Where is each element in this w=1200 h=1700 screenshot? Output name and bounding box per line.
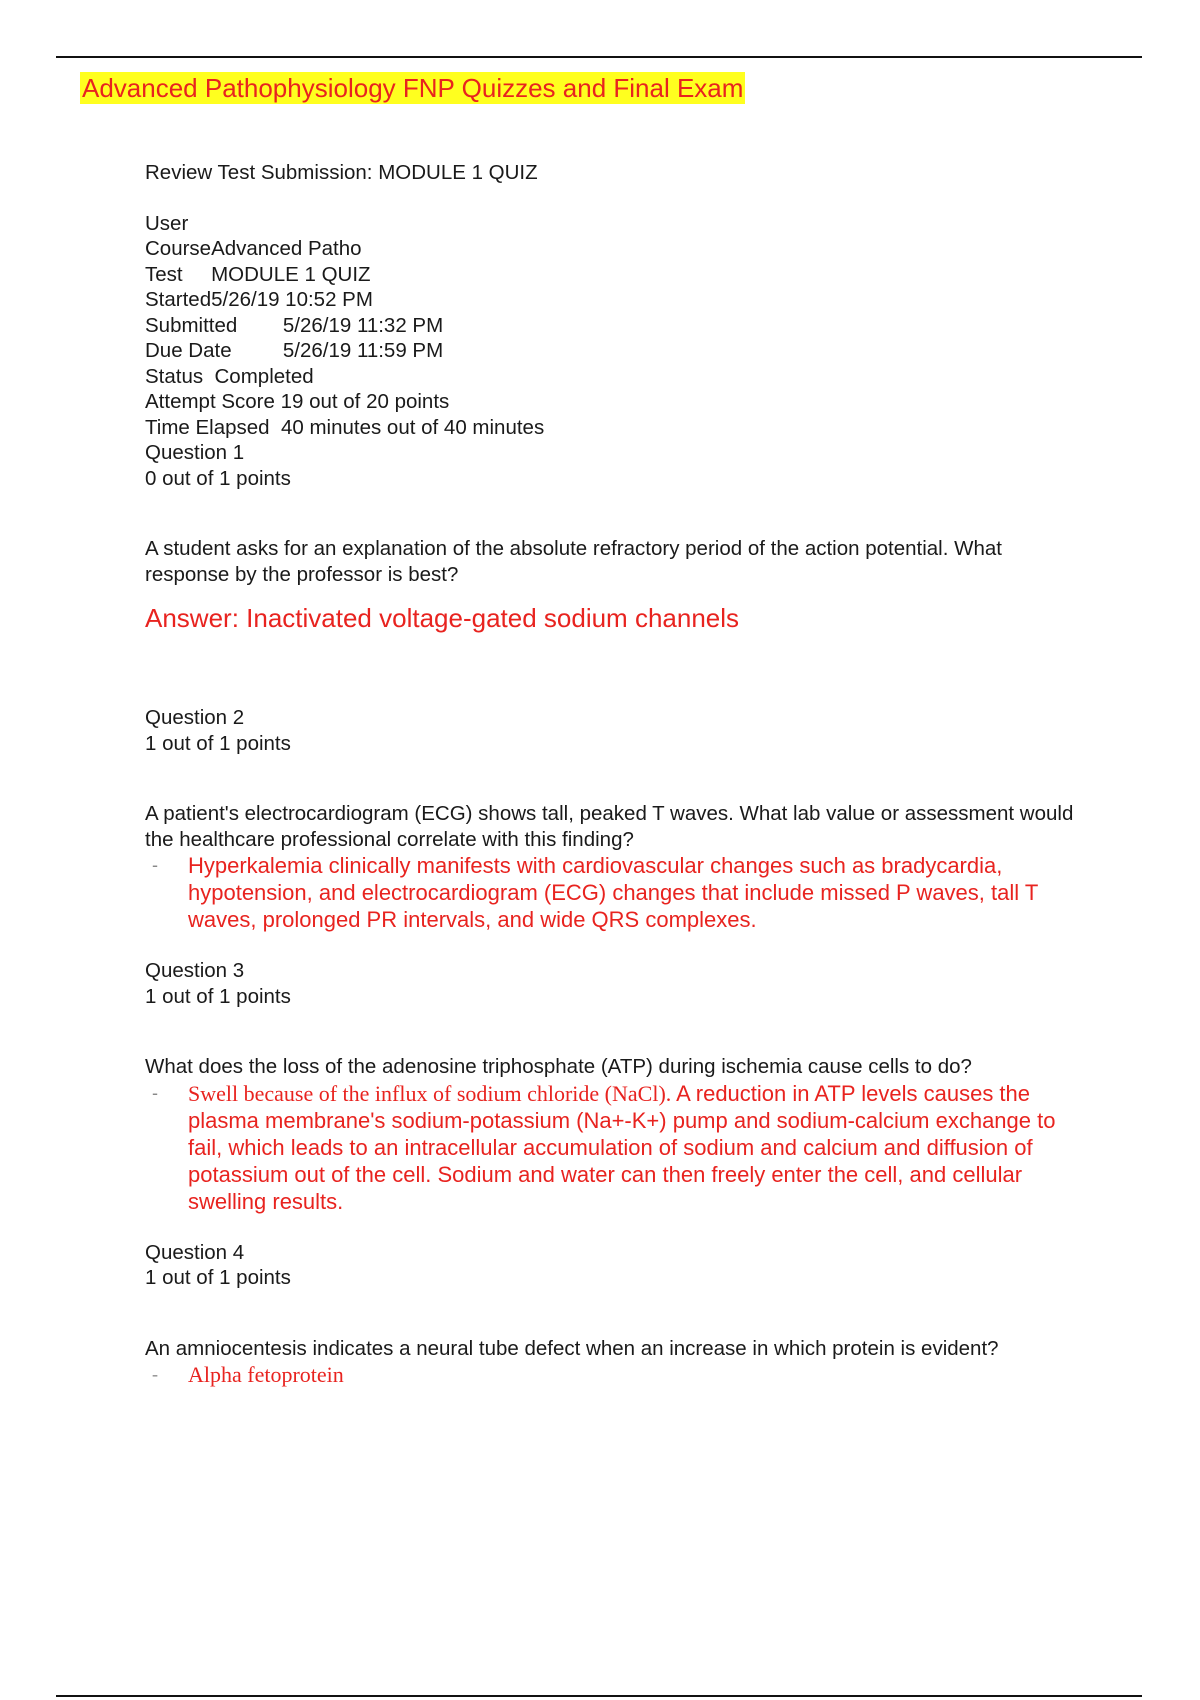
question-points: 1 out of 1 points bbox=[145, 984, 291, 1008]
question-answer: Hyperkalemia clinically manifests with cardiovascular changes such as bradycardia, hypotension, and electrocardiogram (ECG) changes that include missed P waves, tall T waves, prolonged PR intervals, and wide QRS complexes. bbox=[188, 853, 1038, 932]
question-answer: Alpha fetoprotein bbox=[188, 1362, 344, 1387]
question-answer-lead: Swell because of the influx of sodium chloride (NaCl). bbox=[188, 1080, 672, 1106]
detail-course: CourseAdvanced Patho bbox=[145, 237, 362, 260]
bottom-rule bbox=[56, 1695, 1142, 1697]
question-label: Question 2 bbox=[145, 706, 245, 729]
question-text: An amniocentesis indicates a neural tube defect when an increase in which protein is evident? bbox=[145, 1336, 999, 1360]
answer-bullet bbox=[145, 1080, 1085, 1215]
question-text: A patient's electrocardiogram (ECG) shows tall, peaked T waves. What lab value or assessment would the healthcare professional correlate with this finding? bbox=[145, 802, 1074, 851]
detail-due-date: Due Date 5/26/19 11:59 PM bbox=[145, 339, 444, 362]
answer-bullet bbox=[145, 1361, 1085, 1388]
detail-user: User bbox=[145, 211, 189, 235]
answer-bullet bbox=[145, 852, 1085, 933]
question-block bbox=[145, 1240, 1085, 1389]
bullet-dash: - bbox=[152, 1082, 158, 1103]
question-block bbox=[145, 958, 1085, 1215]
detail-time-elapsed: Time Elapsed 40 minutes out of 40 minutes bbox=[145, 415, 545, 439]
bullet-dash: - bbox=[152, 1364, 158, 1384]
detail-test: Test MODULE 1 QUIZ bbox=[145, 262, 371, 286]
question-text: What does the loss of the adenosine triphosphate (ATP) during ischemia cause cells to do? bbox=[145, 1055, 972, 1078]
question-points: 0 out of 1 points bbox=[145, 466, 291, 490]
submission-details bbox=[145, 211, 1085, 441]
question-answer: Answer: Inactivated voltage-gated sodium channels bbox=[145, 603, 740, 633]
question-label: Question 3 bbox=[145, 959, 245, 982]
question-label: Question 1 bbox=[145, 441, 245, 464]
detail-attempt-score: Attempt Score 19 out of 20 points bbox=[145, 390, 450, 413]
question-answer-rest: A reduction in ATP levels causes the plasma membrane's sodium-potassium (Na+-K+) pump and sodium-calcium exchange to fail, which leads to an intracellular accumulation of sodium and calcium and diffusion of potassium out of the cell. Sodium and water can then freely enter the cell, and cellular swelling results. bbox=[188, 1080, 1056, 1214]
question-block bbox=[145, 440, 1085, 635]
detail-submitted: Submitted 5/26/19 11:32 PM bbox=[145, 313, 444, 337]
quiz-content bbox=[145, 160, 1085, 1388]
question-block bbox=[145, 705, 1085, 933]
document-title: Advanced Pathophysiology FNP Quizzes and Final Exam bbox=[82, 73, 744, 103]
question-points: 1 out of 1 points bbox=[145, 1266, 291, 1289]
review-label: Review Test Submission: MODULE 1 QUIZ bbox=[145, 161, 538, 184]
question-label: Question 4 bbox=[145, 1240, 245, 1264]
bullet-dash: - bbox=[152, 855, 158, 875]
detail-status: Status Completed bbox=[145, 364, 314, 388]
top-rule bbox=[56, 56, 1142, 58]
question-text: A student asks for an explanation of the absolute refractory period of the action potential. What response by the professor is best? bbox=[145, 537, 1002, 586]
detail-started: Started5/26/19 10:52 PM bbox=[145, 288, 373, 311]
question-points: 1 out of 1 points bbox=[145, 731, 291, 755]
